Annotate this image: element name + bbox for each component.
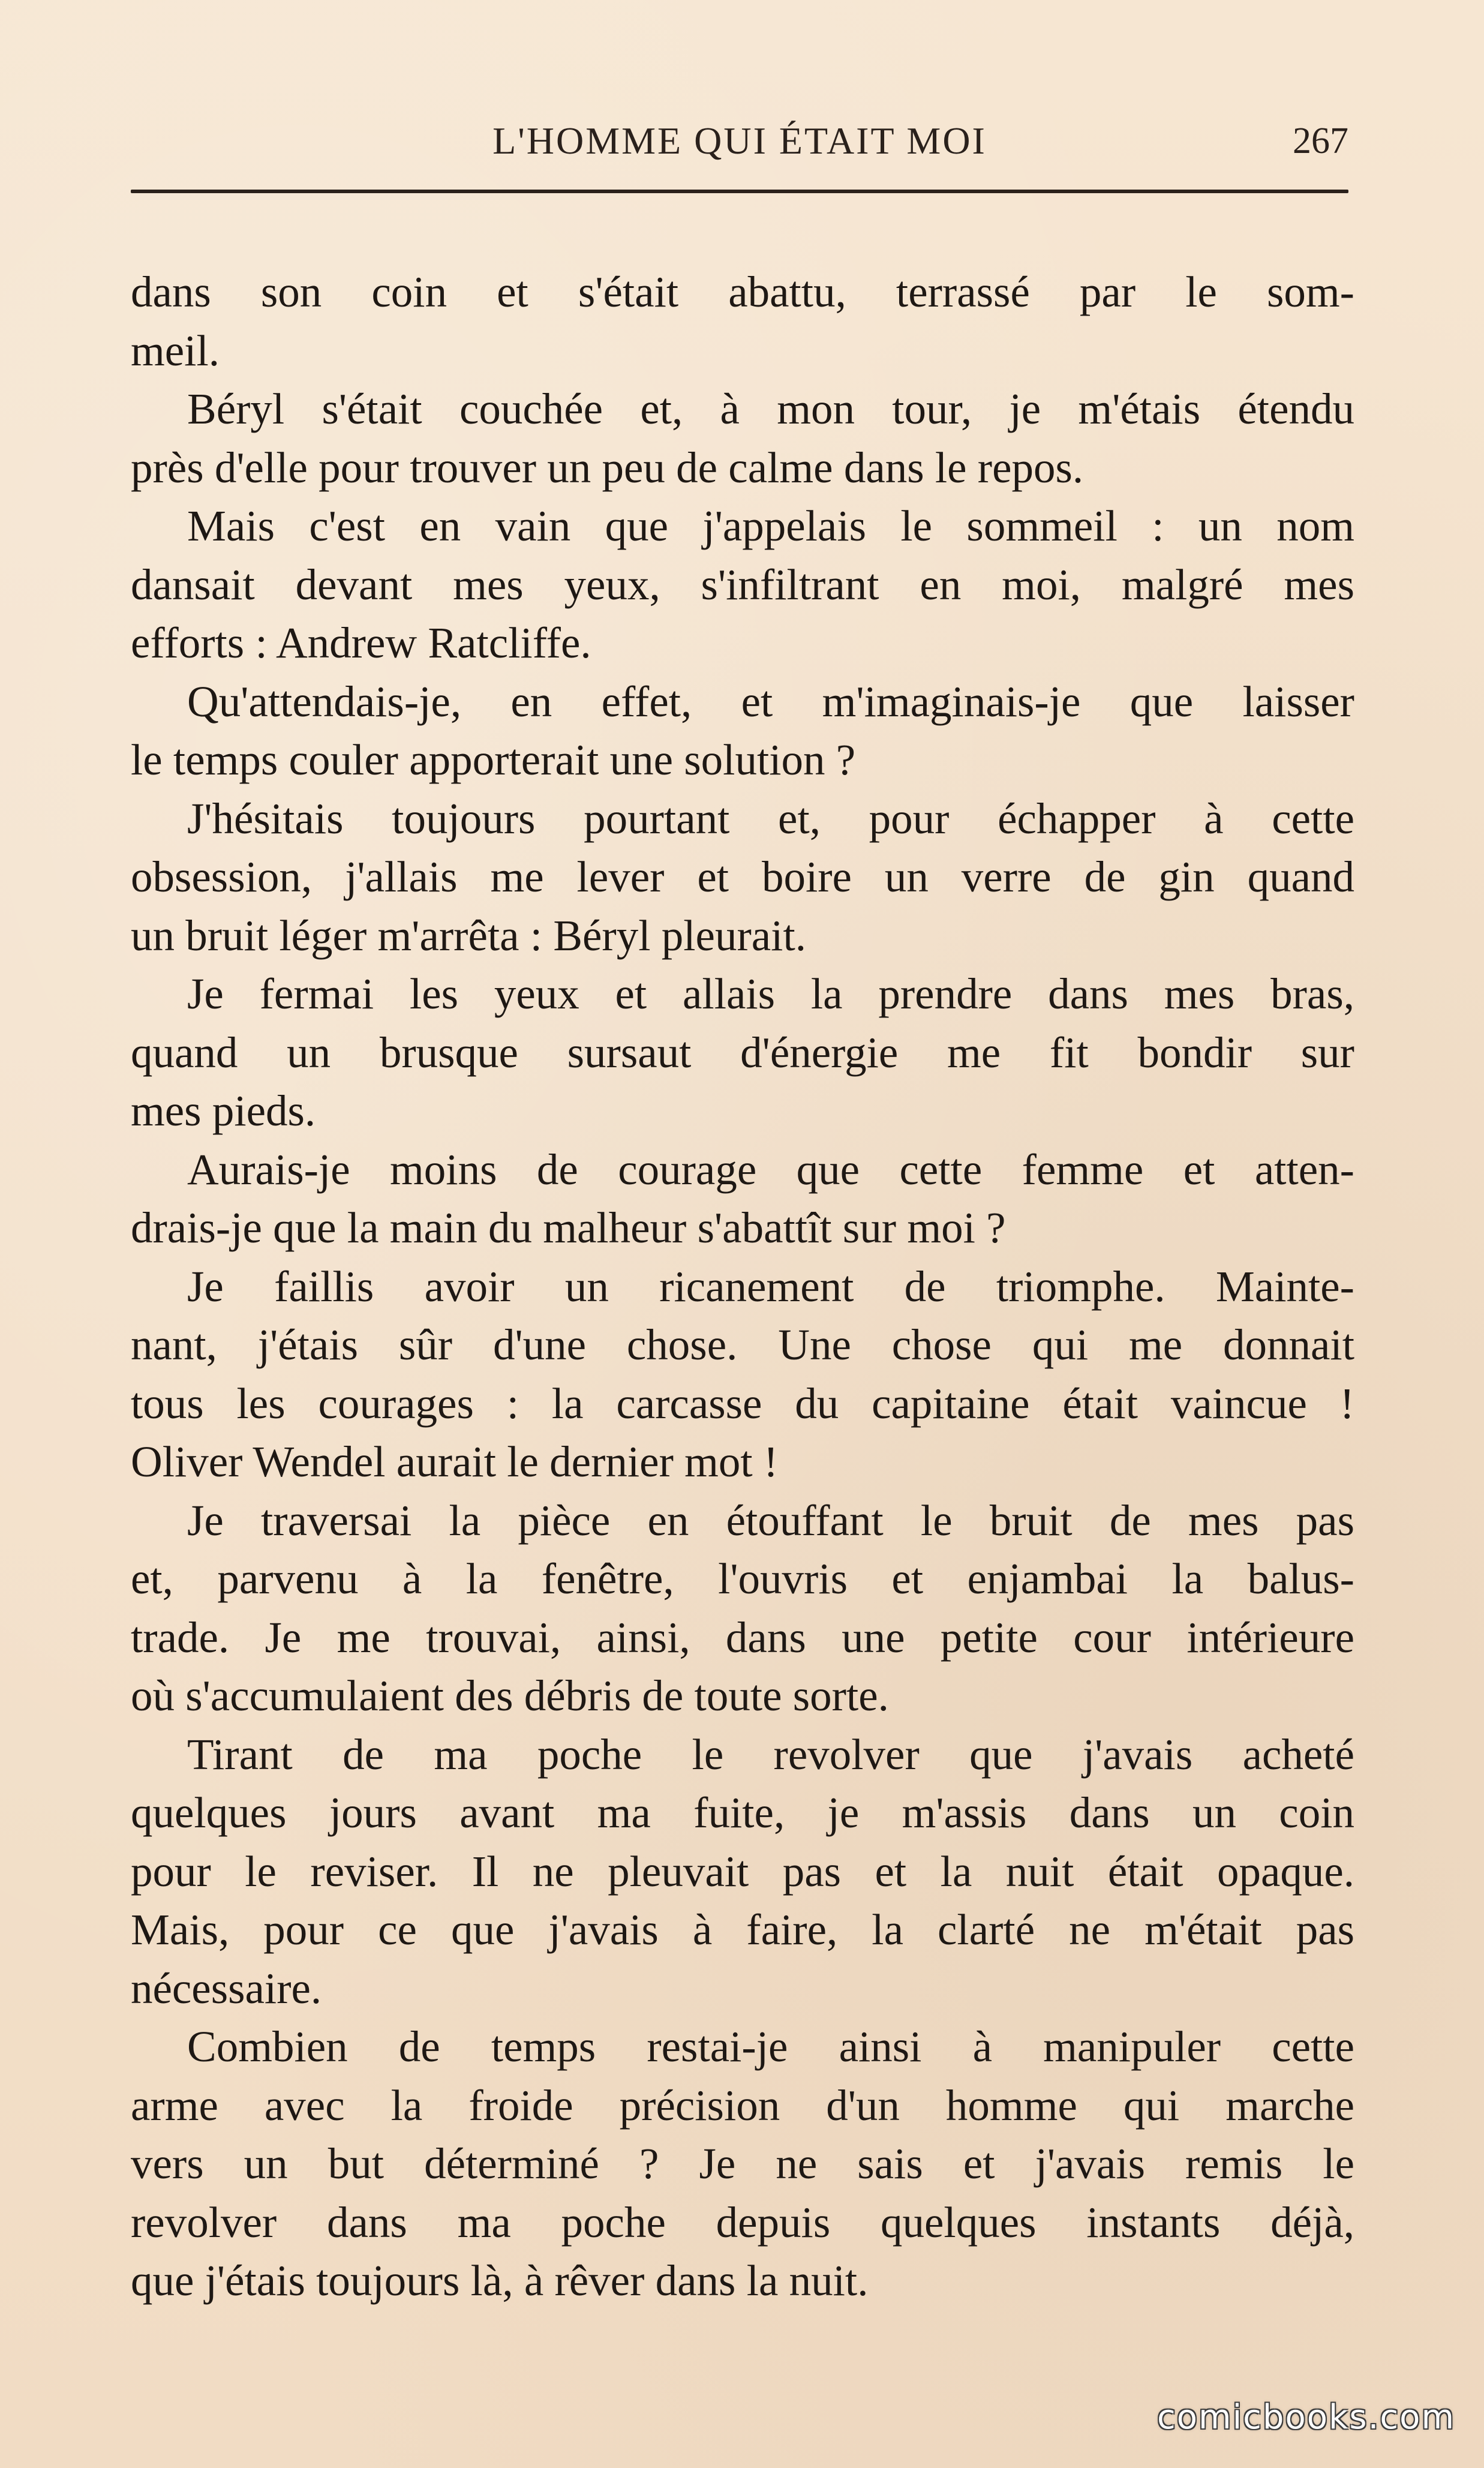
page-number: 267 <box>1293 121 1348 161</box>
text-line: et, parvenu à la fenêtre, l'ouvris et enjambai la balus- <box>131 1554 1354 1603</box>
text-line: le temps couler apporterait une solution ? <box>131 735 856 784</box>
text-line: dansait devant mes yeux, s'infiltrant en moi, malgré mes <box>131 560 1354 609</box>
text-line: pour le reviser. Il ne pleuvait pas et la nuit était opaque. <box>131 1847 1354 1896</box>
text-line: Oliver Wendel aurait le dernier mot ! <box>131 1437 779 1486</box>
text-line: Je traversai la pièce en étouffant le bruit de mes pas <box>187 1496 1354 1545</box>
text-line: Mais, pour ce que j'avais à faire, la clarté ne m'était pas <box>131 1905 1354 1954</box>
text-line: efforts : Andrew Ratcliffe. <box>131 618 591 667</box>
text-line: que j'étais toujours là, à rêver dans la nuit. <box>131 2256 869 2305</box>
text-line: drais-je que la main du malheur s'abattît sur moi ? <box>131 1203 1006 1252</box>
text-line: Mais c'est en vain que j'appelais le sommeil : un nom <box>187 502 1354 550</box>
running-head <box>131 114 1348 168</box>
text-line: J'hésitais toujours pourtant et, pour échapper à cette <box>187 794 1354 843</box>
text-line: Aurais-je moins de courage que cette femme et atten- <box>187 1145 1354 1194</box>
text-line: revolver dans ma poche depuis quelques instants déjà, <box>131 2197 1354 2247</box>
text-line: Je faillis avoir un ricanement de triomphe. Mainte- <box>187 1262 1354 1311</box>
text-line: un bruit léger m'arrêta : Béryl pleurait. <box>131 911 806 960</box>
text-line: Tirant de ma poche le revolver que j'avais acheté <box>187 1730 1354 1779</box>
text-line: Je fermai les yeux et allais la prendre dans mes bras, <box>187 969 1354 1018</box>
text-line: mes pieds. <box>131 1086 316 1135</box>
text-line: près d'elle pour trouver un peu de calme dans le repos. <box>131 443 1084 492</box>
body-text <box>131 263 1354 2310</box>
running-title: L'HOMME QUI ÉTAIT MOI <box>492 119 987 162</box>
watermark: comicbooks.com <box>1156 2398 1455 2437</box>
text-line: quelques jours avant ma fuite, je m'assis dans un coin <box>131 1788 1354 1837</box>
text-line: dans son coin et s'était abattu, terrassé par le som- <box>131 268 1354 316</box>
text-line: Béryl s'était couchée et, à mon tour, je m'étais étendu <box>187 385 1354 433</box>
text-line: nant, j'étais sûr d'une chose. Une chose qui me donnait <box>131 1320 1354 1369</box>
text-line: tous les courages : la carcasse du capitaine était vaincue ! <box>131 1379 1354 1428</box>
text-line: nécessaire. <box>131 1963 322 2013</box>
header-rule <box>131 190 1348 193</box>
text-line: obsession, j'allais me lever et boire un verre de gin quand <box>131 852 1354 901</box>
text-line: Combien de temps restai-je ainsi à manipuler cette <box>187 2022 1354 2071</box>
text-line: trade. Je me trouvai, ainsi, dans une petite cour intérieure <box>131 1613 1354 1662</box>
text-line: arme avec la froide précision d'un homme qui marche <box>131 2080 1354 2130</box>
text-line: où s'accumulaient des débris de toute sorte. <box>131 1671 889 1720</box>
text-line: quand un brusque sursaut d'énergie me fit bondir sur <box>131 1028 1354 1077</box>
text-line: Qu'attendais-je, en effet, et m'imaginais-je que laisser <box>187 677 1354 726</box>
text-line: vers un but déterminé ? Je ne sais et j'avais remis le <box>131 2139 1354 2188</box>
text-line: meil. <box>131 326 220 375</box>
